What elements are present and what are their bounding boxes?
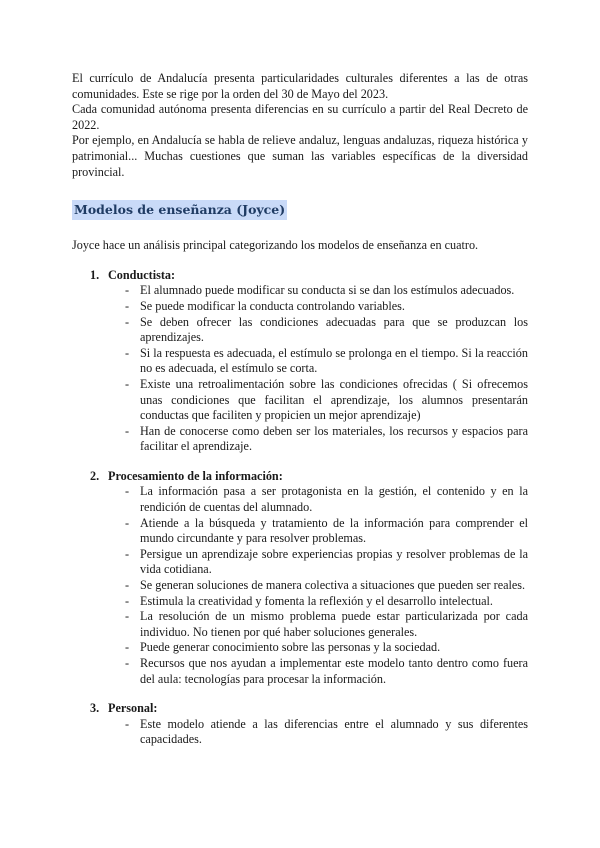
heading-row [72, 200, 528, 220]
section-procesamiento [72, 469, 528, 687]
section-title [72, 469, 528, 485]
section-title-text: Procesamiento de la información: [108, 468, 283, 483]
list-item: - Estimula la creatividad y fomenta la reflexión y el desarrollo intelectual. [140, 594, 528, 610]
bullet-list [72, 484, 528, 687]
section-number: 1. [90, 267, 100, 282]
list-item: - Se puede modificar la conducta controlando variables. [140, 299, 528, 315]
list-item: - Si la respuesta es adecuada, el estímulo se prolonga en el tiempo. Si la reacción no es adecuada, el estímulo se corta. [140, 346, 528, 377]
bullet-list [72, 283, 528, 455]
bullet-list [72, 717, 528, 748]
intro-block [72, 71, 528, 180]
list-item: - Atiende a la búsqueda y tratamiento de la información para comprender el mundo circundante y para resolver problemas. [140, 516, 528, 547]
intro-paragraph: El currículo de Andalucía presenta particularidades culturales diferentes a las de otras comunidades. Este se rige por la orden del 30 de Mayo del 2023. [72, 71, 528, 101]
section-title [72, 701, 528, 717]
list-item: - Se deben ofrecer las condiciones adecuadas para que se produzcan los aprendizajes. [140, 315, 528, 346]
section-personal [72, 701, 528, 748]
section-number: 2. [90, 468, 100, 483]
list-item: - La resolución de un mismo problema puede estar particularizada por cada individuo. No tienen por qué haber soluciones generales. [140, 609, 528, 640]
intro-paragraph: Cada comunidad autónoma presenta diferencias en su currículo a partir del Real Decreto de 2022. [72, 102, 528, 132]
document-body [72, 71, 528, 748]
list-item: - Se generan soluciones de manera colectiva a situaciones que pueden ser reales. [140, 578, 528, 594]
list-item: - El alumnado puede modificar su conducta si se dan los estímulos adecuados. [140, 283, 528, 299]
lead-paragraph: Joyce hace un análisis principal categorizando los modelos de enseñanza en cuatro. [72, 238, 479, 253]
intro-paragraph: Por ejemplo, en Andalucía se habla de relieve andaluz, lenguas andaluzas, riqueza histórica y patrimonial... Muchas cuestiones que suman las variables específicas de la diversidad provincial. [72, 133, 528, 179]
list-item: - La información pasa a ser protagonista en la gestión, el contenido y en la rendición de cuentas del alumnado. [140, 484, 528, 515]
list-item: - Persigue un aprendizaje sobre experiencias propias y resolver problemas de la vida cotidiana. [140, 547, 528, 578]
section-title-text: Conductista: [108, 267, 176, 282]
list-item: - Recursos que nos ayudan a implementar este modelo tanto dentro como fuera del aula: tecnologías para procesar la información. [140, 656, 528, 687]
section-title-text: Personal: [108, 701, 158, 716]
list-item: - Existe una retroalimentación sobre las condiciones ofrecidas ( Si ofrecemos unas condiciones que facilitan el aprendizaje, los alumnos presentarán conductas que faciliten y propicien un mejor aprendizaje) [140, 377, 528, 424]
section-conductista [72, 268, 528, 455]
list-item: - Puede generar conocimiento sobre las personas y la sociedad. [140, 640, 528, 656]
section-title [72, 268, 528, 284]
list-item: - Este modelo atiende a las diferencias entre el alumnado y sus diferentes capacidades. [140, 717, 528, 748]
list-item: - Han de conocerse como deben ser los materiales, los recursos y espacios para facilitar el aprendizaje. [140, 424, 528, 455]
section-heading: Modelos de enseñanza (Joyce) [72, 200, 287, 220]
section-number: 3. [90, 701, 100, 716]
